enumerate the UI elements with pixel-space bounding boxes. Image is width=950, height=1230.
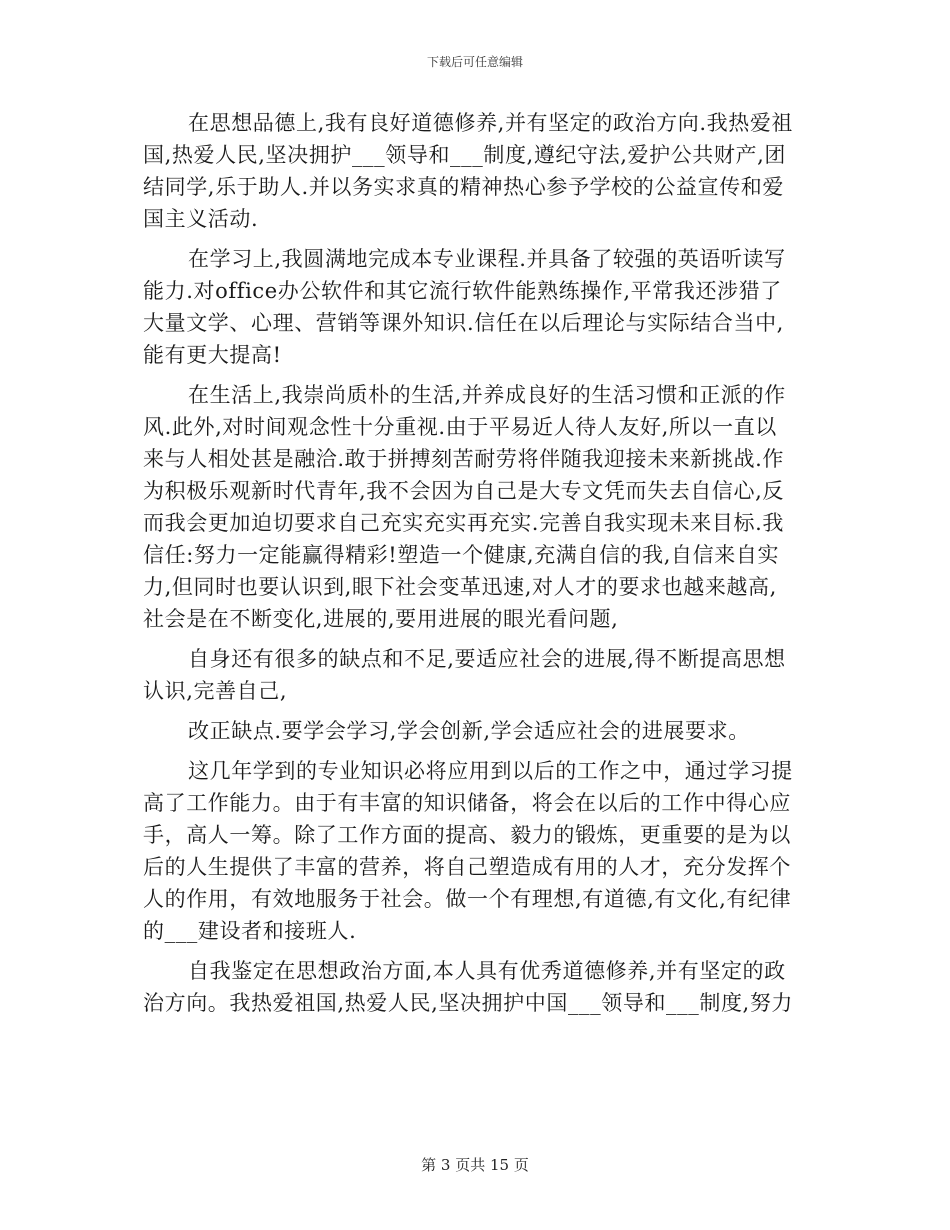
text-line: 高了工作能力。由于有丰富的知识储备，将会在以后的工作中得心应 xyxy=(143,791,791,815)
document-body xyxy=(143,108,807,1020)
text-line: 社会是在不断变化,进展的,要用进展的眼光看问题, xyxy=(143,607,619,631)
text-line: 的___建设者和接班人. xyxy=(143,919,357,943)
text-line: 国主义活动. xyxy=(143,207,259,231)
text-line: 自我鉴定在思想政治方面,本人具有优秀道德修养,并有坚定的政 xyxy=(188,959,786,983)
text-line: 信任:努力一定能赢得精彩!塑造一个健康,充满自信的我,自信来自实 xyxy=(143,543,780,567)
text-line: 在思想品德上,我有良好道德修养,并有坚定的政治方向.我热爱祖 xyxy=(188,111,794,135)
text-line: 为积极乐观新时代青年,我不会因为自己是大专文凭而失去自信心,反 xyxy=(143,479,784,503)
text-line: 手，高人一筹。除了工作方面的提高、毅力的锻炼，更重要的是为以 xyxy=(143,823,791,847)
text-line: 力,但同时也要认识到,眼下社会变革迅速,对人才的要求也越来越高, xyxy=(143,575,777,599)
text-line: 后的人生提供了丰富的营养，将自己塑造成有用的人才，充分发挥个 xyxy=(143,855,791,879)
text-line: 而我会更加迫切要求自己充实充实再充实.完善自我实现未来目标.我 xyxy=(143,511,784,535)
text-line: 风.此外,对时间观念性十分重视.由于平易近人待人友好,所以一直以 xyxy=(143,415,777,439)
text-line: 来与人相处甚是融洽.敢于拼搏刻苦耐劳将伴随我迎接未来新挑战.作 xyxy=(143,447,784,471)
page-header: 下载后可任意编辑 xyxy=(426,55,523,69)
text-line: 能有更大提高! xyxy=(143,343,282,367)
text-line: 治方向。我热爱祖国,热爱人民,坚决拥护中国___领导和___制度,努力 xyxy=(143,991,794,1015)
text-line: 国,热爱人民,坚决拥护___领导和___制度,遵纪守法,爱护公共财产,团 xyxy=(143,143,786,167)
text-line: 大量文学、心理、营销等课外知识.信任在以后理论与实际结合当中, xyxy=(143,311,784,335)
text-line: 认识,完善自己, xyxy=(143,679,288,703)
text-line: 在生活上,我崇尚质朴的生活,并养成良好的生活习惯和正派的作 xyxy=(188,383,786,407)
text-line: 自身还有很多的缺点和不足,要适应社会的进展,得不断提高思想 xyxy=(188,647,786,671)
text-line: 这几年学到的专业知识必将应用到以后的工作之中，通过学习提 xyxy=(188,759,793,783)
page-footer-page-number: 第 3 页共 15 页 xyxy=(421,1156,529,1174)
text-line: 在学习上,我圆满地完成本专业课程.并具备了较强的英语听读写 xyxy=(188,247,786,271)
text-line: 结同学,乐于助人.并以务实求真的精神热心参予学校的公益宣传和爱 xyxy=(143,175,784,199)
text-line: 能力.对office办公软件和其它流行软件能熟练操作,平常我还涉猎了 xyxy=(143,279,782,303)
text-line: 人的作用，有效地服务于社会。做一个有理想,有道德,有文化,有纪律 xyxy=(143,887,792,911)
text-line: 改正缺点.要学会学习,学会创新,学会适应社会的进展要求。 xyxy=(188,719,750,743)
